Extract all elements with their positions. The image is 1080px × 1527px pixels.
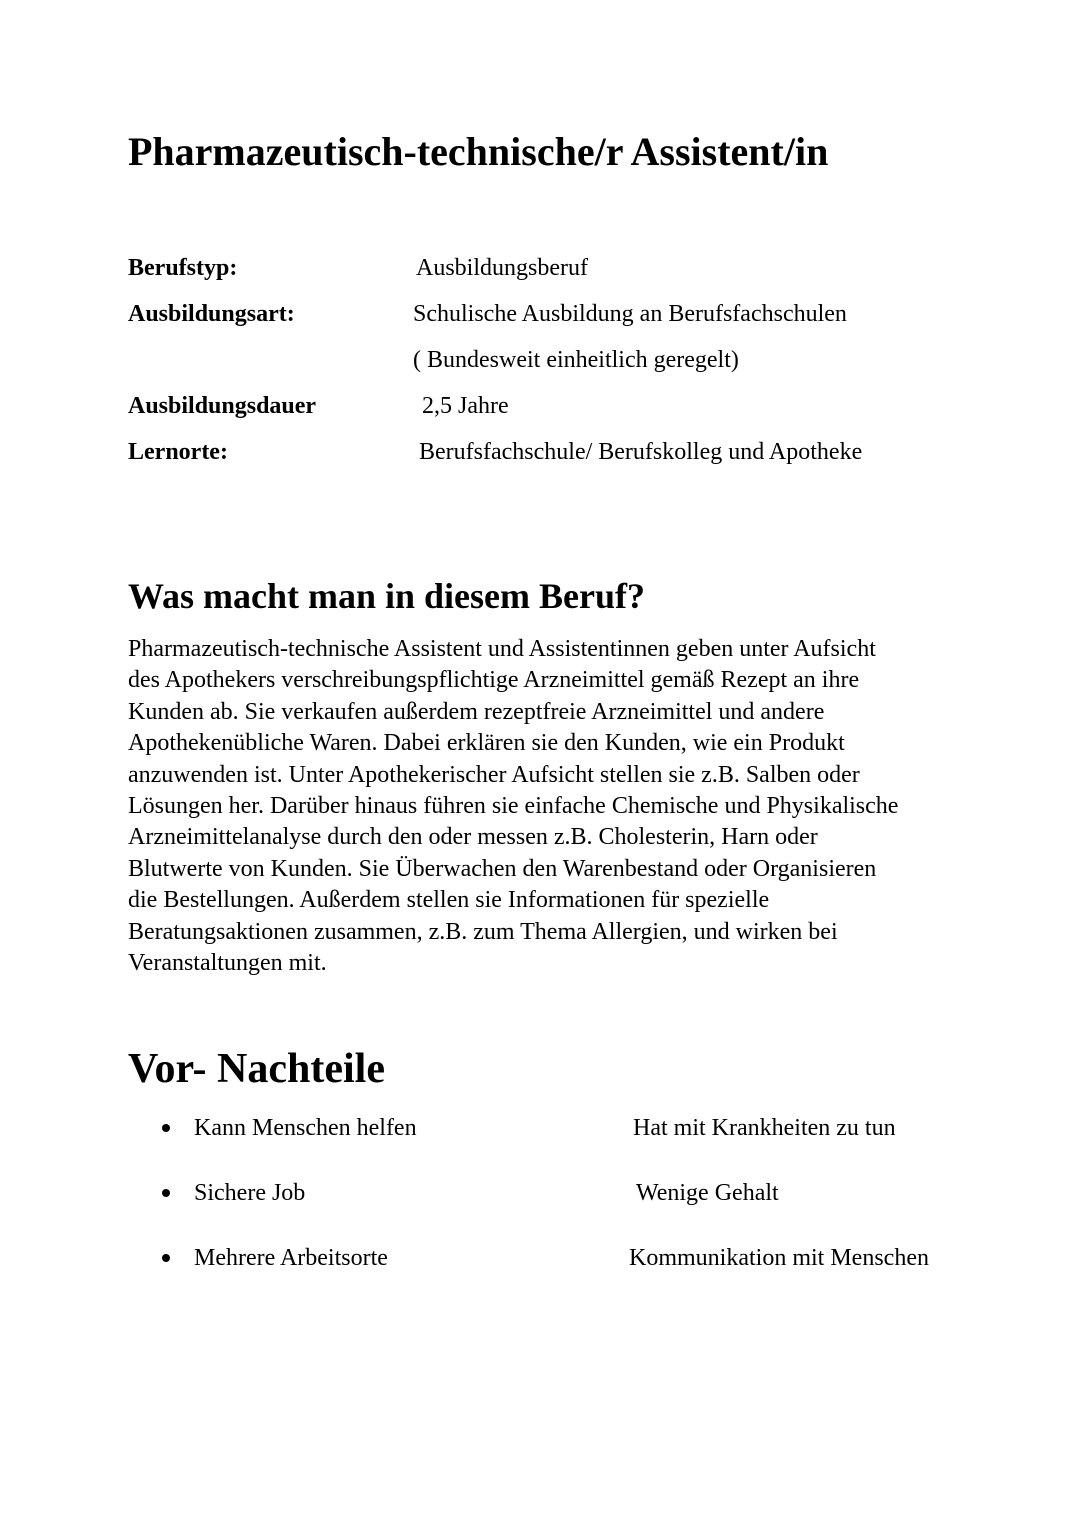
paragraph-line: Kunden ab. Sie verkaufen außerdem rezeptfreie Arzneimittel und andere <box>128 698 825 725</box>
section-heading-pros-cons: Vor- Nachteile <box>128 1046 385 1092</box>
lernorte-value: Berufsfachschule/ Berufskolleg und Apotheke <box>419 439 863 465</box>
con-item: Wenige Gehalt <box>636 1180 779 1206</box>
paragraph-line: Blutwerte von Kunden. Sie Überwachen den Warenbestand oder Organisieren <box>128 855 877 882</box>
bullet-icon <box>162 1254 170 1262</box>
ausbildungsdauer-label: Ausbildungsdauer <box>128 393 317 419</box>
bullet-icon <box>162 1124 170 1132</box>
bullet-icon <box>162 1189 170 1197</box>
paragraph-line: Apothekenübliche Waren. Dabei erklären sie den Kunden, wie ein Produkt <box>128 730 845 757</box>
paragraph-line: Veranstaltungen mit. <box>128 950 327 977</box>
paragraph-line: des Apothekers verschreibungspflichtige Arzneimittel gemäß Rezept an ihre <box>128 667 860 694</box>
ausbildungsart-note: ( Bundesweit einheitlich geregelt) <box>413 347 739 373</box>
con-item: Kommunikation mit Menschen <box>629 1245 929 1271</box>
paragraph-line: Beratungsaktionen zusammen, z.B. zum Thema Allergien, und wirken bei <box>128 918 838 945</box>
paragraph-line: die Bestellungen. Außerdem stellen sie Informationen für spezielle <box>128 887 770 914</box>
lernorte-label: Lernorte: <box>128 439 228 465</box>
pro-item: Mehrere Arbeitsorte <box>194 1245 388 1271</box>
berufstyp-value: Ausbildungsberuf <box>416 255 588 281</box>
paragraph-line: Lösungen her. Darüber hinaus führen sie einfache Chemische und Physikalische <box>128 793 899 820</box>
page-title: Pharmazeutisch-technische/r Assistent/in <box>128 129 829 174</box>
ausbildungsart-value: Schulische Ausbildung an Berufsfachschulen <box>413 301 847 327</box>
berufstyp-label: Berufstyp: <box>128 255 238 281</box>
con-item: Hat mit Krankheiten zu tun <box>633 1115 896 1141</box>
description-paragraph <box>128 634 968 979</box>
paragraph-line: Arzneimittelanalyse durch den oder messen z.B. Cholesterin, Harn oder <box>128 824 818 851</box>
section-heading-description: Was macht man in diesem Beruf? <box>128 576 645 616</box>
ausbildungsdauer-value: 2,5 Jahre <box>422 393 509 419</box>
pro-item: Kann Menschen helfen <box>194 1115 417 1141</box>
paragraph-line: anzuwenden ist. Unter Apothekerischer Aufsicht stellen sie z.B. Salben oder <box>128 761 860 788</box>
paragraph-line: Pharmazeutisch-technische Assistent und Assistentinnen geben unter Aufsicht <box>128 636 876 662</box>
ausbildungsart-label: Ausbildungsart: <box>128 301 295 327</box>
pro-item: Sichere Job <box>194 1180 306 1206</box>
